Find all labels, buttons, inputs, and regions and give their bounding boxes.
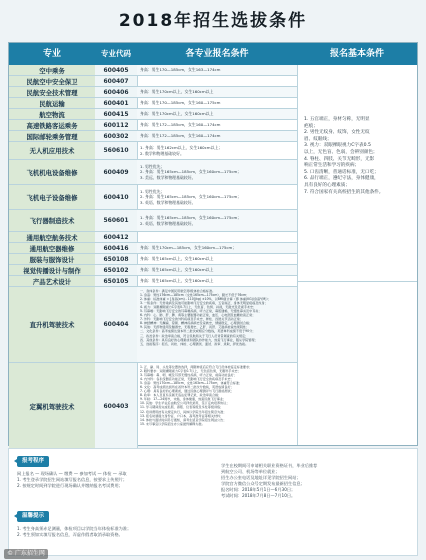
major-code: 650108 (95, 254, 138, 264)
requirement-line: 7. 心理：具有良好的心理素质，通过民航心理测评与飞行潜质测试； (140, 389, 234, 394)
requirement-line: 身高：男生165cm以上，女生160cm以上 (140, 256, 214, 262)
major-requirements (137, 276, 297, 286)
requirement-line: 身高：男生170—185cm，女生160—175cm (140, 100, 221, 106)
requirement-line: 身高：男生170cm以上，女生160cm以上 (140, 89, 214, 95)
requirement-line: 五、选拔程序：报名、初检、体检、心理测试、面试、政审、录取，择优选拔。 (140, 341, 249, 346)
major-name: 产品艺术设计 (9, 276, 96, 286)
requirement-line: 5. 身高：男性170cm—185cm，女性163cm—175cm，体重符合标准； (140, 381, 243, 386)
requirement-line: 身高：男生170cm—185cm，女生160cm—175cm； (140, 245, 237, 251)
major-code: 600404 (95, 287, 138, 362)
major-requirements (137, 65, 297, 75)
major-code: 600302 (95, 131, 138, 141)
table-row (9, 142, 297, 160)
header-code: 专业代码 (101, 49, 131, 58)
major-code: 650105 (95, 276, 138, 286)
basic-condition-line: 4. 脊柱、四肢、关节无畸形，无影 (304, 156, 375, 162)
requirement-line: 身高：男生172—185cm，女生160—174cm (140, 122, 221, 128)
major-requirements (137, 265, 297, 275)
requirement-line: 3. 英语、数学和物理基础较好。 (140, 199, 196, 205)
notice-line: 2. 考生须如实填写报名信息，弄虚作假者取消录取资格。 (17, 532, 123, 537)
major-code: 560610 (95, 142, 138, 159)
major-code: 600412 (95, 232, 138, 242)
requirement-line: 4. 视力：双眼裸眼视力C字表0.7以上，无色盲、色弱、斜视，无散光及近视手术史； (140, 305, 257, 310)
major-code: 600405 (95, 65, 138, 75)
requirement-line: 二、文化条件：高考成绩达到本科二批次或相应分数线，英语单科成绩不低于90分； (140, 329, 256, 334)
major-requirements (137, 131, 297, 141)
process-line: 1. 考生登录学院招生网站填写报名信息，按要求上传照片； (17, 477, 128, 482)
process-line: 网上报名 — 现场确认 — 缴费 — 参加考试 — 体检 — 录取 (17, 471, 127, 476)
table-row (9, 185, 297, 210)
notice-line: 1. 考生身高须赤足测量，体检项目以学院当年体检标准为准； (17, 526, 132, 531)
major-requirements (137, 109, 297, 119)
table-row (9, 76, 297, 87)
admission-table (8, 42, 418, 446)
major-requirements (137, 232, 297, 242)
major-requirements (137, 254, 297, 264)
requirement-line: 1. 男性优先； (140, 189, 165, 195)
basic-condition-line: 1. 五官端正，身材匀称，无明显 (304, 117, 370, 122)
requirement-line: 11. 学习期间需完成私照、商照、仪表等级及多发等级训练； (140, 405, 224, 410)
header-major: 专业 (42, 49, 61, 59)
page-title: 2018年招生选拔条件 (118, 11, 308, 31)
major-name: 定翼机驾驶技术 (9, 363, 96, 449)
requirement-line: 7. 外科：无影响飞行安全的外科疾病及手术史，脊柱、四肢关节活动正常； (140, 317, 243, 322)
table-row (9, 87, 297, 98)
major-name: 民航空中安全保卫 (9, 76, 96, 86)
process-text (17, 471, 207, 489)
requirement-line: 3. 耳鼻喉：鼻、咽、喉及耳部无慢性疾病，听力正常，前庭功能良好； (140, 373, 237, 378)
requirement-line: 12. 培训费用按有关规定执行，具体以学院当年招生简章为准； (140, 409, 227, 414)
table-row (9, 160, 297, 185)
basic-condition-line: 响正常生活和学习的疾病； (304, 163, 360, 169)
major-requirements (137, 287, 297, 362)
table-row (9, 254, 297, 265)
major-requirements (137, 243, 297, 253)
info-panel (8, 448, 418, 556)
major-name: 民航安全技术管理 (9, 87, 96, 97)
major-name: 通用航空航务技术 (9, 232, 96, 242)
major-code: 600416 (95, 243, 138, 253)
header-requirements: 各专业报名条件 (185, 49, 249, 59)
contact-line: 学生在校期间可申请相关职业资格证书，毕业后推荐 (221, 463, 318, 468)
requirement-line: 6. 文化：高考成绩达到所在省份本科二批次分数线，英语成绩良好； (140, 385, 234, 390)
major-code: 600403 (95, 363, 138, 449)
requirement-line: 身高：男生170cm以上，女生160cm以上 (140, 111, 214, 117)
table-row (9, 243, 297, 254)
major-name: 飞机电子设备维修 (9, 185, 96, 209)
contact-text (221, 463, 411, 499)
major-name: 无人机应用技术 (9, 142, 96, 159)
major-code: 650102 (95, 265, 138, 275)
table-row (9, 131, 297, 142)
requirement-line: 三、政治条件：政治审查合格，符合民航局关于飞行人员背景调查的有关规定； (140, 333, 249, 338)
major-code: 600401 (95, 98, 138, 108)
requirement-line: 1. 男性优先； (140, 164, 165, 170)
requirement-line: 10. 其他：学生毕业后由航空公司择优录用，签订定向培养协议； (140, 401, 230, 406)
major-name: 直升机驾驶技术 (9, 287, 96, 362)
basic-condition-line: 7. 符合国家有关高校招生的其他条件。 (304, 189, 384, 195)
requirement-line: 15. 未尽事宜以学院招生办公室最终解释为准。 (140, 421, 205, 426)
major-requirements (137, 87, 297, 97)
requirement-line: 4. 内外科：各系统器官功能正常，无影响飞行安全的疾病及手术史； (140, 377, 234, 382)
table-row (9, 98, 297, 109)
major-requirements (137, 120, 297, 130)
major-name: 服装与服饰设计 (9, 254, 96, 264)
major-code: 600415 (95, 109, 138, 119)
major-requirements (137, 185, 297, 209)
table-row (9, 65, 297, 76)
requirement-line: 身高：男生165cm以上，女生160cm以上 (140, 278, 214, 284)
major-code: 600112 (95, 120, 138, 130)
requirement-line: 2. 体重：标准体重 = [身高(cm) - 110](kg) ±10%，以BMI值计算（即 体重(KG)/身高²(M)）； (140, 297, 272, 302)
contact-line: 招生办公室电话及地址详见学院招生网站； (221, 475, 301, 480)
basic-condition-line: 5. 口齿清晰，普通话标准，无口吃； (304, 169, 379, 175)
requirement-line: 身高：男生165cm以上，女生160cm以上 (140, 267, 214, 273)
table-row (9, 232, 297, 243)
requirement-line: 2. 身高：男生165cm—185cm，女生160cm—175cm； (140, 194, 242, 200)
basic-conditions (297, 65, 417, 282)
basic-condition-line: 眉、纹眼线； (304, 136, 332, 142)
requirement-line: 3. 一般条件：无传染病及其他可能影响飞行安全的疾病，五官端正、身体无明显疤痕及纹身； (140, 301, 268, 306)
requirement-line: 2. 眼科要求：双眼裸眼视力C字表0.7以上，无色盲色弱，无眼科手术史； (140, 369, 241, 374)
requirement-line: 2. 身高：男生165cm—185cm，女生160cm—175cm； (140, 169, 242, 175)
table-row (9, 287, 297, 363)
requirement-line: 8. 神经精神：无癫痫、晕厥、精神疾病病史及家族史，情绪稳定，心理测试合格； (140, 321, 253, 326)
contact-line: 到航空公司、机场等单位就业； (221, 469, 280, 474)
requirement-line: 身高：男生170—185cm，女生163—174cm (140, 67, 221, 73)
major-name: 国际邮轮乘务管理 (9, 131, 96, 141)
major-name: 飞行器制造技术 (9, 210, 96, 231)
requirement-line: 1. 正、副、局、头发等位置的选择，两腿伸直后应符合飞行员体检鉴定标准要求； (140, 365, 253, 369)
requirement-line: 3. 美远、数学和物理基础较好。 (140, 174, 196, 180)
requirement-line: 8. 政审：本人及直系亲属无违法犯罪记录，政治审查合格； (140, 393, 222, 398)
basic-condition-line: 具有良好的心理素质； (304, 182, 350, 188)
contact-line: 报名时间：2018年5月1日—6月30日； (221, 487, 296, 492)
major-requirements (137, 98, 297, 108)
basic-blank-cell (297, 282, 417, 445)
requirement-line: 2. 数学和物理基础较好。 (140, 150, 184, 156)
table-header (9, 43, 417, 65)
process-tag: 报考程序 (17, 456, 49, 467)
contact-line: 学院官方微信公众号定期发布最新招生信息； (221, 481, 305, 486)
major-name: 通用航空器维修 (9, 243, 96, 253)
contact-line: 考试时间：2018年7月8日—7月10日。 (221, 493, 296, 498)
basic-condition-line: 3. 视力：双眼裸眼视力C字表0.5 (304, 143, 371, 149)
requirement-line: 1. 身高：男生165cm—185cm，女生160cm—175cm； (140, 215, 242, 221)
process-line: 2. 按规定时间到学院进行现场确认并缴纳报名考试费用； (17, 483, 123, 488)
major-code: 600409 (95, 160, 138, 184)
requirement-line: 1. 身高：男生162cm以上，女生160cm以上； (140, 145, 223, 151)
table-row (9, 109, 297, 120)
table-row (9, 265, 297, 276)
major-code: 600406 (95, 87, 138, 97)
major-name: 高速铁路客运乘务 (9, 120, 96, 130)
requirement-line: 13. 报名时须提交身份证、户口本、高考准考证等相关材料； (140, 413, 224, 418)
major-requirements (137, 160, 297, 184)
requirement-line: 14. 体检与面试时间另行通知，请考生留意学院招生网站公告； (140, 417, 227, 422)
notice-tag: 温馨提示 (17, 511, 49, 522)
major-requirements (137, 76, 297, 86)
watermark: © 广东招生网 (4, 549, 48, 559)
table-row (9, 210, 297, 232)
table-row (9, 120, 297, 131)
major-requirements (137, 142, 297, 159)
major-code: 560601 (95, 210, 138, 231)
major-name: 视觉传播设计与制作 (9, 265, 96, 275)
table-row (9, 276, 297, 287)
requirement-line: 2. 英语、数学和物理基础较好。 (140, 220, 196, 226)
basic-condition-line: 2. 男性无纹身、纹饰，女性无纹 (304, 130, 370, 136)
requirement-line: 9. 年龄：17—24周岁，未婚，身体健康，热爱民航飞行事业； (140, 397, 227, 402)
header-basic: 报名基本条件 (329, 49, 384, 59)
major-requirements (137, 363, 297, 449)
requirement-line: 6. 内科：心、肺、肝、脾、肾等主要脏器功能正常，血压、心电图及血糖检查正常； (140, 313, 256, 318)
requirement-line: 身高：男生172—185cm，女生160—174cm (140, 133, 221, 139)
major-name: 民航运输 (9, 98, 96, 108)
requirement-line: 四、其他条件：具有良好的心理素质和团队协作能力，热爱飞行事业，服从学院管理； (140, 337, 258, 342)
basic-condition-line: 6. 品行端正，遵纪守法，身体健康， (304, 176, 379, 182)
requirement-line: 9. 其他：无药物滥用及酗酒史，无吸毒史，乙肝、丙肝、艾滋病检查结果阴性； (140, 325, 250, 330)
table-row (9, 363, 297, 450)
basic-condition-line: 疤痕； (304, 123, 318, 129)
major-code: 600407 (95, 76, 138, 86)
basic-condition-line: 以上，无色盲、色弱，会辨别颜色； (304, 149, 378, 155)
requirement-line: 一、身体条件：满足中国民用航空局Ⅰ级体检合格标准。 (140, 289, 216, 293)
requirement-line: 5. 耳鼻喉：无影响飞行安全的耳鼻喉疾病，听力正常，鼻腔通畅，无慢性鼻炎及中耳炎； (140, 309, 262, 314)
major-requirements (137, 210, 297, 231)
table-body (9, 65, 297, 450)
major-name: 飞机机电设备维修 (9, 160, 96, 184)
requirement-line: 1. 身高：男性176cm—185cm（女性165cm—175cm），腿长不低于76cm； (140, 293, 250, 298)
major-code: 600410 (95, 185, 138, 209)
major-name: 空中乘务 (9, 65, 96, 75)
notice-text (17, 526, 207, 538)
major-name: 航空物流 (9, 109, 96, 119)
